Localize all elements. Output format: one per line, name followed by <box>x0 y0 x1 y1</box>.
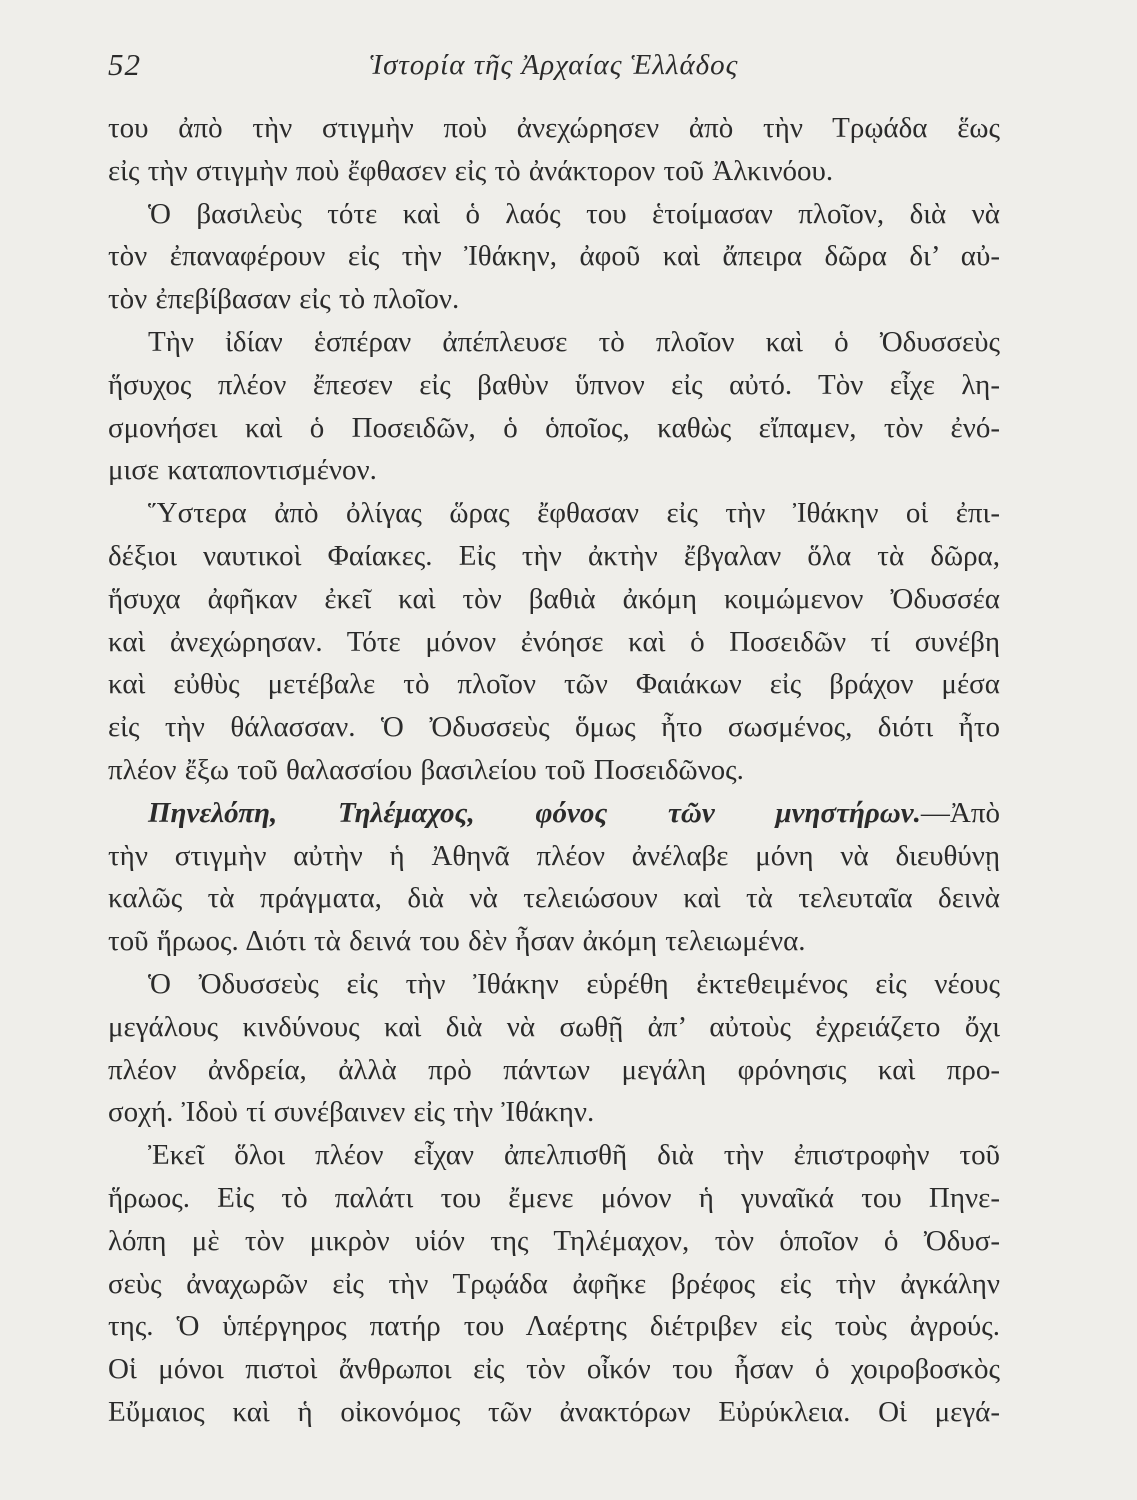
text-line: Οἱ μόνοι πιστοὶ ἄνθρωποι εἰς τὸν οἶκόν του ἦσαν ὁ χοιροβοσκὸς <box>108 1353 1000 1386</box>
text-line: Τὴν ἰδίαν ἑσπέραν ἀπέπλευσε τὸ πλοῖον καὶ ὁ Ὀδυσσεὺς <box>148 325 1000 358</box>
text-line: τὸν ἐπαναφέρουν εἰς τὴν Ἰθάκην, ἀφοῦ καὶ ἄπειρα δῶρα δι’ αὐ- <box>108 240 1000 273</box>
paragraph <box>108 321 1000 492</box>
paragraph <box>108 193 1000 321</box>
text-line: σεὺς ἀναχωρῶν εἰς τὴν Τρῳάδα ἀφῆκε βρέφος εἰς τὴν ἀγκάλην <box>108 1267 1000 1300</box>
section-heading-tail: —Ἀπὸ <box>920 796 1000 829</box>
text-line: σμονήσει καὶ ὁ Ποσειδῶν, ὁ ὁποῖος, καθὼς εἴπαμεν, τὸν ἐνό- <box>108 411 1000 444</box>
text-line: καλῶς τὰ πράγματα, διὰ νὰ τελειώσουν καὶ τὰ τελευταῖα δεινὰ <box>108 882 1000 915</box>
text-line: ἥρωος. Εἰς τὸ παλάτι του ἔμενε μόνον ἡ γυναῖκά του Πηνε- <box>108 1181 1000 1214</box>
text-line: Ὁ Ὀδυσσεὺς εἰς τὴν Ἰθάκην εὑρέθη ἐκτεθειμένος εἰς νέους <box>148 967 1000 1000</box>
text-line: τὴν στιγμὴν αὐτὴν ἡ Ἀθηνᾶ πλέον ἀνέλαβε μόνη νὰ διευθύνῃ <box>108 839 1000 872</box>
text-line: καὶ ἀνεχώρησαν. Τότε μόνον ἐνόησε καὶ ὁ Ποσειδῶν τί συνέβη <box>108 625 1000 658</box>
text-line: δέξιοι ναυτικοὶ Φαίακες. Εἰς τὴν ἀκτὴν ἔβγαλαν ὅλα τὰ δῶρα, <box>108 539 1000 572</box>
text-line: σοχή. Ἰδοὺ τί συνέβαινεν εἰς τὴν Ἰθάκην. <box>108 1096 595 1129</box>
text-line: ἥσυχος πλέον ἔπεσεν εἰς βαθὺν ὕπνον εἰς αὐτό. Τὸν εἶχε λη- <box>108 368 1000 401</box>
section-heading: Πηνελόπη, Τηλέμαχος, φόνος τῶν μνηστήρων. <box>148 796 921 829</box>
text-line: του ἀπὸ τὴν στιγμὴν ποὺ ἀνεχώρησεν ἀπὸ τὴν Τρῳάδα ἕως <box>108 112 1000 144</box>
text-line: Ὕστερα ἀπὸ ὀλίγας ὥρας ἔφθασαν εἰς τὴν Ἰθάκην οἱ ἐπι- <box>148 497 1000 530</box>
text-line: τὸν ἐπεβίβασαν εἰς τὸ πλοῖον. <box>108 283 460 316</box>
text-line: πλέον ἀνδρεία, ἀλλὰ πρὸ πάντων μεγάλη φρόνησις καὶ προ- <box>108 1053 1000 1086</box>
section-paragraph <box>108 792 1000 963</box>
text-line: εἰς τὴν θάλασσαν. Ὁ Ὀδυσσεὺς ὅμως ἦτο σωσμένος, διότι ἦτο <box>108 711 1000 744</box>
running-title: Ἱστορία τῆς Ἀρχαίας Ἑλλάδος <box>369 49 739 81</box>
text-line: της. Ὁ ὑπέργηρος πατήρ του Λαέρτης διέτριβεν εἰς τοὺς ἀγρούς. <box>108 1310 1000 1343</box>
text-line: Ἐκεῖ ὅλοι πλέον εἶχαν ἀπελπισθῆ διὰ τὴν ἐπιστροφὴν τοῦ <box>148 1139 1000 1172</box>
text-line: Εὔμαιος καὶ ἡ οἰκονόμος τῶν ἀνακτόρων Εὐρύκλεια. Οἱ μεγά- <box>108 1395 1000 1428</box>
text-line: πλέον ἔξω τοῦ θαλασσίου βασιλείου τοῦ Ποσειδῶνος. <box>108 753 744 786</box>
text-line: λόπη μὲ τὸν μικρὸν υἱόν της Τηλέμαχον, τὸν ὁποῖον ὁ Ὀδυσ- <box>108 1224 1000 1257</box>
paragraph <box>108 1134 1000 1434</box>
text-line: ἥσυχα ἀφῆκαν ἐκεῖ καὶ τὸν βαθιὰ ἀκόμη κοιμώμενον Ὀδυσσέα <box>108 582 1000 615</box>
page-header <box>108 44 1000 86</box>
text-line: εἰς τὴν στιγμὴν ποὺ ἔφθασεν εἰς τὸ ἀνάκτορον τοῦ Ἀλκινόου. <box>108 154 834 187</box>
text-line: μισε καταποντισμένον. <box>108 454 377 487</box>
paragraph <box>108 963 1000 1134</box>
paragraph <box>108 492 1000 792</box>
paragraph <box>108 107 1000 193</box>
text-line: καὶ εὐθὺς μετέβαλε τὸ πλοῖον τῶν Φαιάκων εἰς βράχον μέσα <box>108 668 1000 701</box>
text-block <box>108 107 1000 1434</box>
text-line: τοῦ ἥρωος. Διότι τὰ δεινά του δὲν ἦσαν ἀκόμη τελειωμένα. <box>108 925 806 958</box>
text-line: μεγάλους κινδύνους καὶ διὰ νὰ σωθῇ ἀπ’ αὐτοὺς ἐχρειάζετο ὄχι <box>108 1010 1000 1043</box>
text-line: Ὁ βασιλεὺς τότε καὶ ὁ λαός του ἑτοίμασαν πλοῖον, διὰ νὰ <box>148 197 1000 230</box>
page-number: 52 <box>108 47 141 82</box>
section-heading-line <box>108 792 1000 835</box>
